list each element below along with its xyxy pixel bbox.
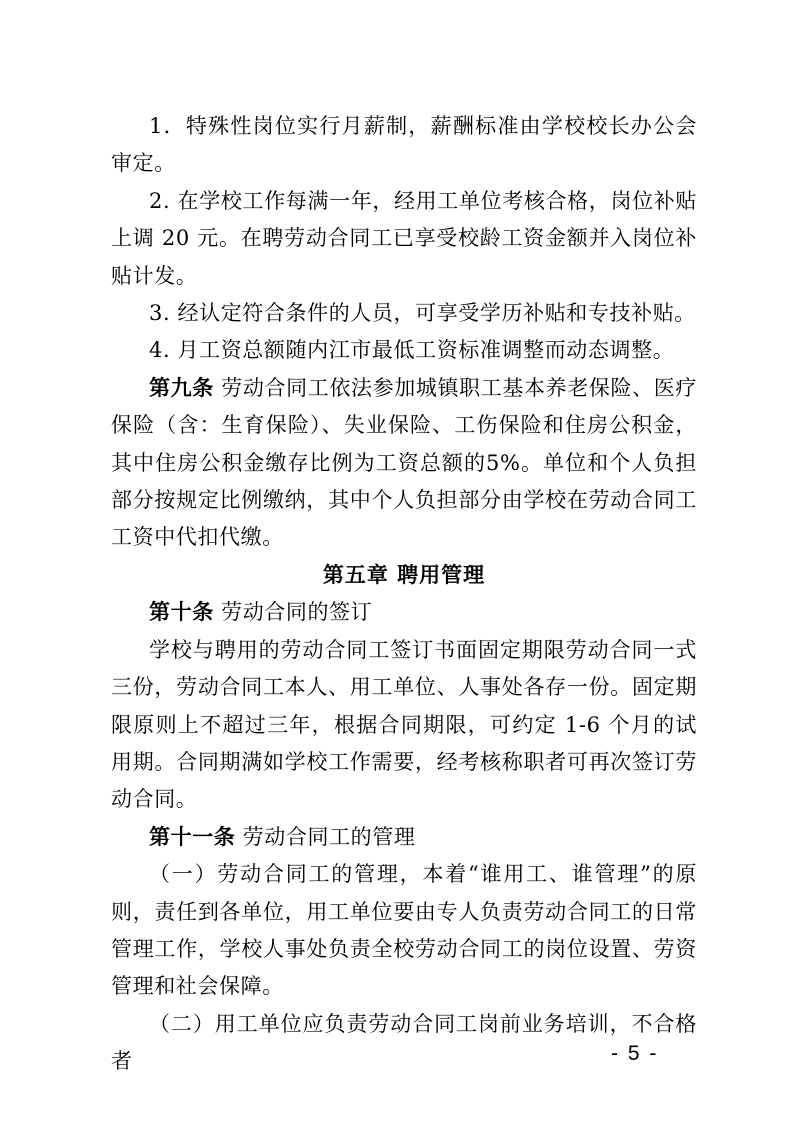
- paragraph-management-1: [111, 856, 697, 1006]
- paragraph-text: 劳动合同工依法参加城镇职工基本养老保险、医疗保险（含：生育保险）、失业保险、工伤保险和住房公积金，其中住房公积金缴存比例为工资总额的5%。单位和个人负担部分按规定比例缴纳，其中个人负担部分由学校在劳动合同工工资中代扣代缴。: [111, 375, 697, 550]
- paragraph-text: （二）用工单位应负责劳动合同工岗前业务培训，不合格者: [111, 1011, 697, 1074]
- paragraph-text: （一）劳动合同工的管理，本着“谁用工、谁管理”的原则，责任到各单位，用工单位要由专人负责劳动合同工的日常管理工作，学校人事处负责全校劳动合同工的岗位设置、劳资管理和社会保障。: [111, 862, 697, 999]
- paragraph-text: 学校与聘用的劳动合同工签订书面固定期限劳动合同一式三份，劳动合同工本人、用工单位、人事处各存一份。固定期限原则上不超过三年，根据合同期限，可约定 1-6 个月的试用期。合同期满如学校工作需要，经考核称职者可再次签订劳动合同。: [111, 637, 697, 812]
- paragraph-1: [111, 108, 697, 183]
- paragraph-text: 劳动合同的签订: [213, 600, 373, 625]
- article-11-heading-paragraph: [111, 819, 697, 856]
- paragraph-management-2: [111, 1006, 697, 1081]
- article-10-heading-paragraph: [111, 594, 697, 631]
- article-9-paragraph: [111, 370, 697, 557]
- article-heading: 第十条: [149, 600, 214, 625]
- paragraph-text: 4. 月工资总额随内江市最低工资标准调整而动态调整。: [149, 338, 675, 363]
- article-heading: 第十一条: [149, 824, 236, 849]
- article-heading: 第九条: [149, 375, 214, 400]
- paragraph-text: 1．特殊性岗位实行月薪制，薪酬标准由学校校长办公会审定。: [111, 114, 697, 176]
- paragraph-text: 劳动合同工的管理: [235, 824, 416, 849]
- page-number: - 5 -: [611, 1042, 659, 1065]
- paragraph-3: [111, 295, 697, 332]
- paragraph-4: [111, 332, 697, 369]
- paragraph-text: 2. 在学校工作每满一年，经用工单位考核合格，岗位补贴上调 20 元。在聘劳动合同工已享受校龄工资金额并入岗位补贴计发。: [111, 188, 697, 288]
- chapter-title: 第五章 聘用管理: [322, 562, 486, 587]
- document-body: [111, 108, 697, 1081]
- paragraph-contract-signing: [111, 632, 697, 819]
- paragraph-text: 3. 经认定符合条件的人员，可享受学历补贴和专技补贴。: [149, 301, 696, 326]
- paragraph-2: [111, 183, 697, 295]
